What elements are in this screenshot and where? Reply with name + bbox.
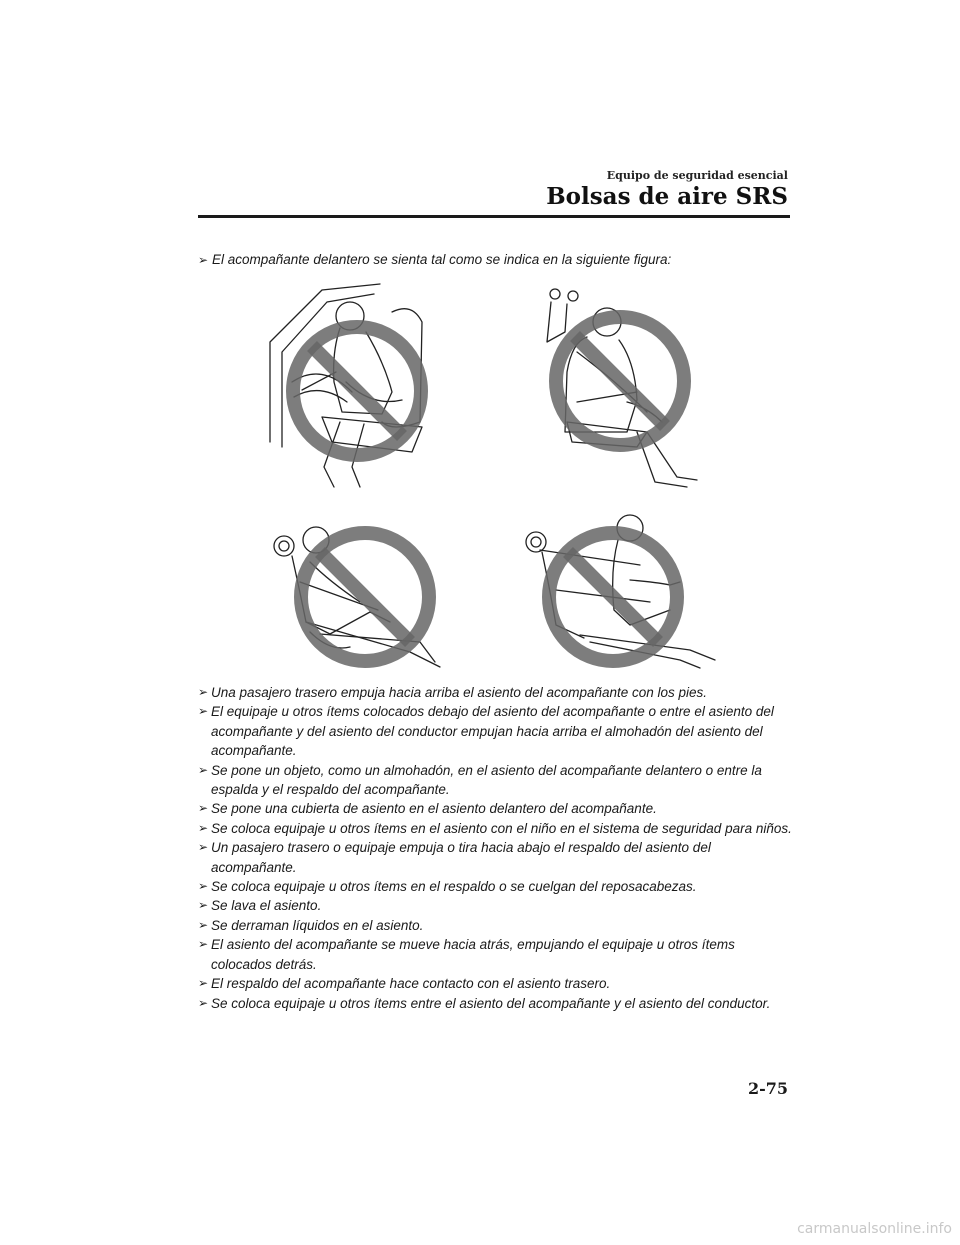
bullet-arrow-icon: ➢ <box>198 898 209 913</box>
page-title: Bolsas de aire SRS <box>546 183 788 210</box>
bullet-arrow-icon: ➢ <box>198 976 209 991</box>
bullet-arrow-icon: ➢ <box>198 820 209 835</box>
conditions-list <box>198 683 798 1013</box>
intro-bullet <box>198 251 798 269</box>
list-item: ➢ Se coloca equipaje u otros ítems entre el asiento del acompañante y el asiento del conductor. <box>198 994 798 1013</box>
bullet-arrow-icon: ➢ <box>198 995 209 1010</box>
prohibited-sign-icon <box>547 308 693 454</box>
watermark[interactable]: carmanualsonline.info <box>797 1221 952 1237</box>
bullet-arrow-icon: ➢ <box>198 937 209 952</box>
prohibited-sign-icon <box>292 524 438 670</box>
bullet-arrow-icon: ➢ <box>198 762 209 777</box>
figure-passenger-arm-raised <box>537 282 707 497</box>
prohibited-sign-icon <box>284 318 430 464</box>
list-item: ➢ Se pone una cubierta de asiento en el asiento delantero del acompañante. <box>198 799 798 818</box>
intro-text: El acompañante delantero se sienta tal como se indica en la siguiente figura: <box>212 252 672 267</box>
bullet-arrow-icon: ➢ <box>198 253 209 267</box>
bullet-arrow-icon: ➢ <box>198 704 209 719</box>
prohibited-sign-icon <box>540 524 686 670</box>
figure-passenger-reclined-feet-up <box>270 522 455 672</box>
figure-passenger-leaning-forward <box>520 510 720 672</box>
list-item: ➢ Se coloca equipaje u otros ítems en el asiento con el niño en el sistema de seguridad para niños. <box>198 819 798 838</box>
page-number: 2-75 <box>747 1079 788 1098</box>
section-name: Equipo de seguridad esencial <box>606 169 788 182</box>
list-item: ➢ El respaldo del acompañante hace contacto con el asiento trasero. <box>198 974 798 993</box>
bullet-arrow-icon: ➢ <box>198 840 209 855</box>
list-item: ➢ Una pasajero trasero empuja hacia arriba el asiento del acompañante con los pies. <box>198 683 798 702</box>
list-item: ➢ Se coloca equipaje u otros ítems en el respaldo o se cuelgan del reposacabezas. <box>198 877 798 896</box>
list-item: ➢ El equipaje u otros ítems colocados debajo del asiento del acompañante o entre el asiento del acompañante y del asiento del conductor empujan hacia arriba el almohadón del asiento del acompañante. <box>198 704 774 759</box>
bullet-arrow-icon: ➢ <box>198 801 209 816</box>
bullet-arrow-icon: ➢ <box>198 917 209 932</box>
bullet-arrow-icon: ➢ <box>198 879 209 894</box>
figure-passenger-leaning-on-door <box>262 282 437 492</box>
list-item: ➢ Se pone un objeto, como un almohadón, en el asiento del acompañante delantero o entre la espalda y el respaldo del acompañante. <box>198 762 762 798</box>
list-item: ➢ Se lava el asiento. <box>198 896 798 915</box>
bullet-arrow-icon: ➢ <box>198 685 209 699</box>
header-divider <box>198 215 790 218</box>
list-item: ➢ Un pasajero trasero o equipaje empuja o tira hacia abajo el respaldo del asiento del acompañante. <box>198 840 711 875</box>
list-item: ➢ El asiento del acompañante se mueve hacia atrás, empujando el equipaje u otros ítems colocados detrás. <box>198 937 735 972</box>
list-item: ➢ Se derraman líquidos en el asiento. <box>198 916 798 935</box>
